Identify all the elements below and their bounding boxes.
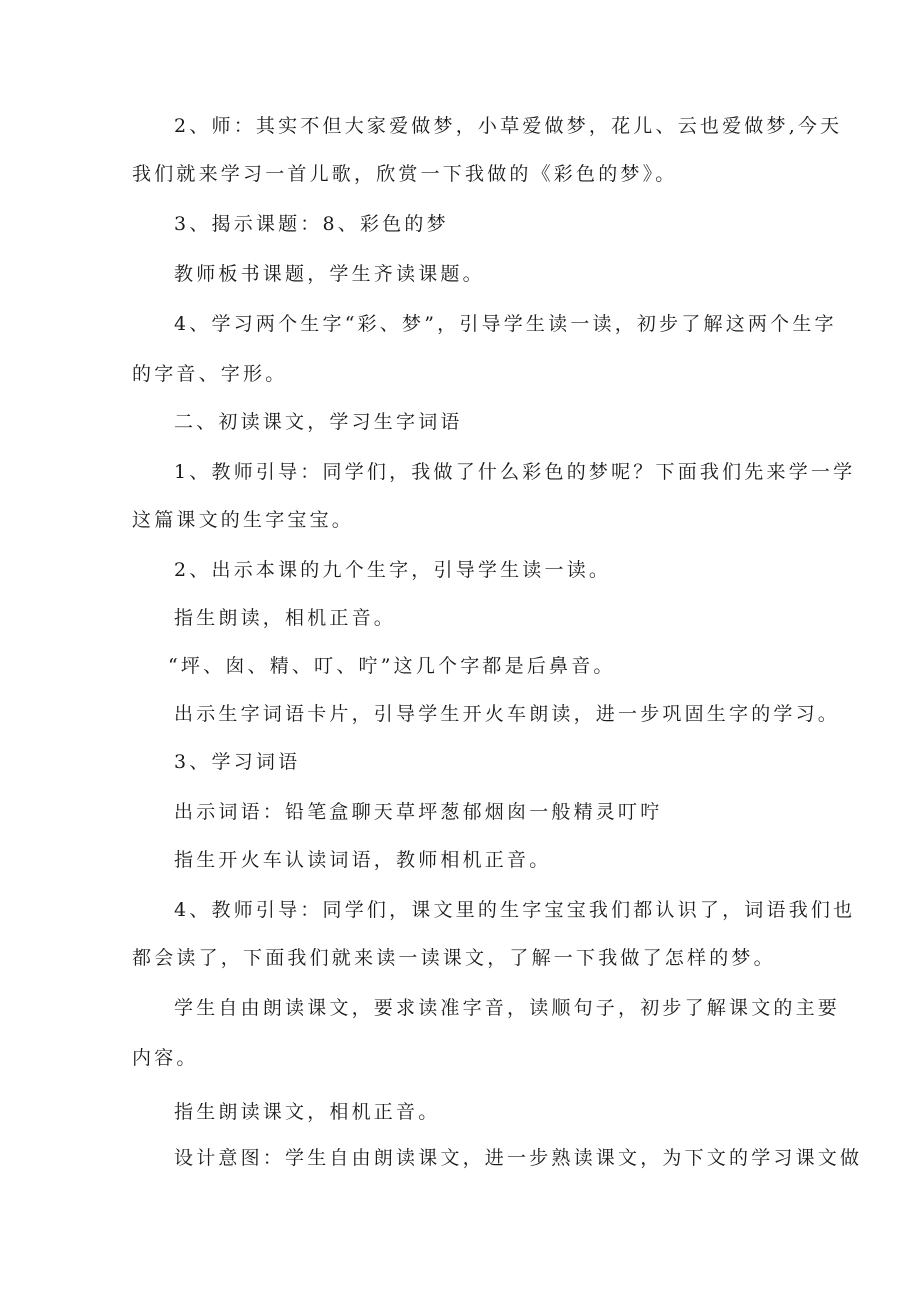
paragraph-line: 2、师：其实不但大家爱做梦，小草爱做梦，花儿、云也爱做梦,今天	[174, 115, 843, 137]
paragraph-line: 出示词语：铅笔盒聊天草坪葱郁烟囱一般精灵叮咛	[174, 801, 663, 823]
paragraph-line: 2、出示本课的九个生字，引导学生读一读。	[174, 559, 612, 581]
paragraph-line: 3、揭示课题：8、彩色的梦	[174, 213, 449, 235]
paragraph-line: 指生开火车认读词语，教师相机正音。	[174, 849, 552, 871]
paragraph-line: 3、学习词语	[174, 751, 301, 773]
paragraph-line: 4、教师引导：同学们，课文里的生字宝宝我们都认识了，词语我们也	[174, 899, 856, 921]
paragraph-line: 1、教师引导：同学们，我做了什么彩色的梦呢？下面我们先来学一学	[174, 461, 856, 483]
paragraph-line: 4、学习两个生字“彩、梦”，引导学生读一读，初步了解这两个生字	[174, 313, 837, 335]
paragraph-line: 指生朗读，相机正音。	[174, 607, 397, 629]
paragraph-line: “坪、囱、精、叮、咛”这几个字都是后鼻音。	[168, 655, 616, 677]
paragraph-line: 设计意图：学生自由朗读课文，进一步熟读课文，为下文的学习课文做	[174, 1147, 863, 1169]
paragraph-line: 我们就来学习一首儿歌，欣赏一下我做的《彩色的梦》。	[132, 163, 678, 185]
paragraph-line: 都会读了，下面我们就来读一读课文，了解一下我做了怎样的梦。	[132, 947, 776, 969]
paragraph-line: 出示生字词语卡片，引导学生开火车朗读，进一步巩固生字的学习。	[174, 703, 841, 725]
paragraph-line: 的字音、字形。	[132, 363, 288, 385]
paragraph-line: 内容。	[132, 1047, 199, 1069]
paragraph-line: 教师板书课题，学生齐读课题。	[174, 263, 485, 285]
paragraph-line: 这篇课文的生字宝宝。	[132, 509, 355, 531]
paragraph-line: 指生朗读课文，相机正音。	[174, 1101, 441, 1123]
section-heading: 二、初读课文，学习生字词语	[174, 411, 463, 433]
paragraph-line: 学生自由朗读课文，要求读准字音，读顺句子，初步了解课文的主要	[174, 997, 841, 1019]
